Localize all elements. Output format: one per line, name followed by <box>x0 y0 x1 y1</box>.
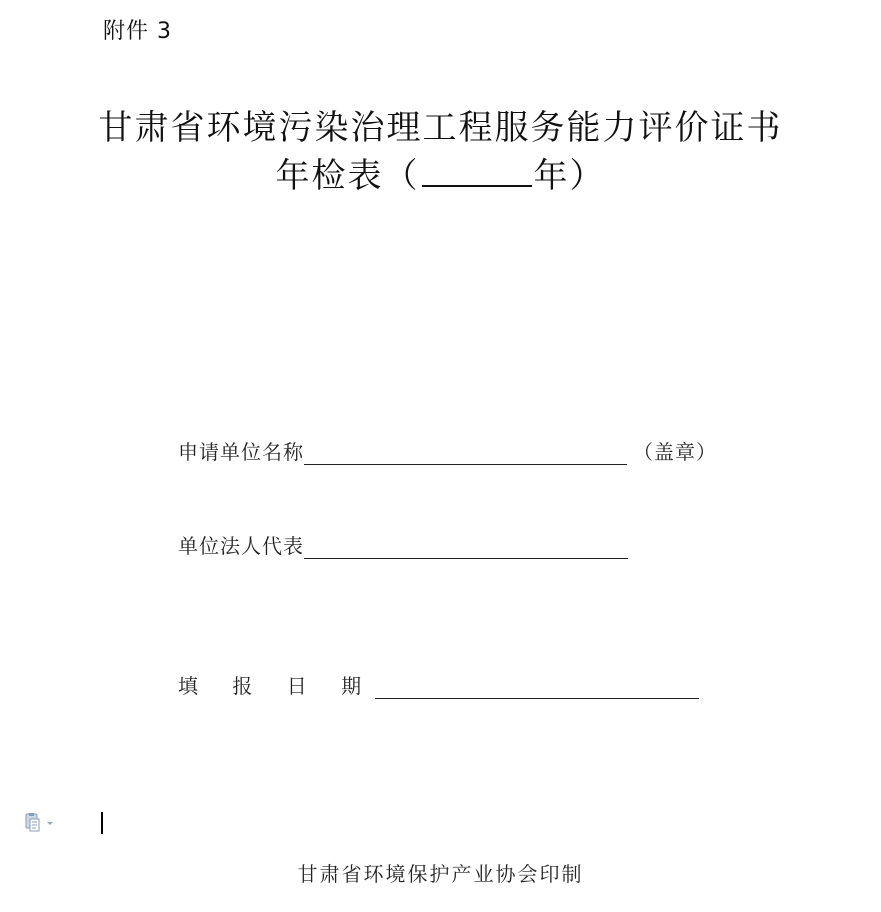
paste-options-glyph <box>25 813 55 833</box>
legal-rep-label: 单位法人代表 <box>178 534 304 558</box>
document-subtitle <box>0 148 881 197</box>
paste-options-icon[interactable] <box>25 813 55 833</box>
seal-note: （盖章） <box>633 440 717 464</box>
year-blank-line[interactable] <box>422 155 532 187</box>
document-title: 甘肃省环境污染治理工程服务能力评价证书 <box>98 108 783 148</box>
date-field[interactable] <box>375 672 699 699</box>
text-cursor <box>101 812 103 834</box>
date-row <box>178 670 699 699</box>
applicant-label: 申请单位名称 <box>178 440 304 464</box>
applicant-row <box>178 436 717 465</box>
legal-rep-field[interactable] <box>304 532 628 559</box>
date-label: 填 报 日 期 <box>178 674 376 698</box>
subtitle-suffix: 年） <box>533 156 606 196</box>
subtitle-prefix: 年检表（ <box>275 156 420 196</box>
applicant-field[interactable] <box>304 438 627 465</box>
attachment-label: 附件 3 <box>103 19 172 44</box>
legal-rep-row <box>178 530 628 559</box>
footer-printer: 甘肃省环境保护产业协会印制 <box>297 862 584 886</box>
